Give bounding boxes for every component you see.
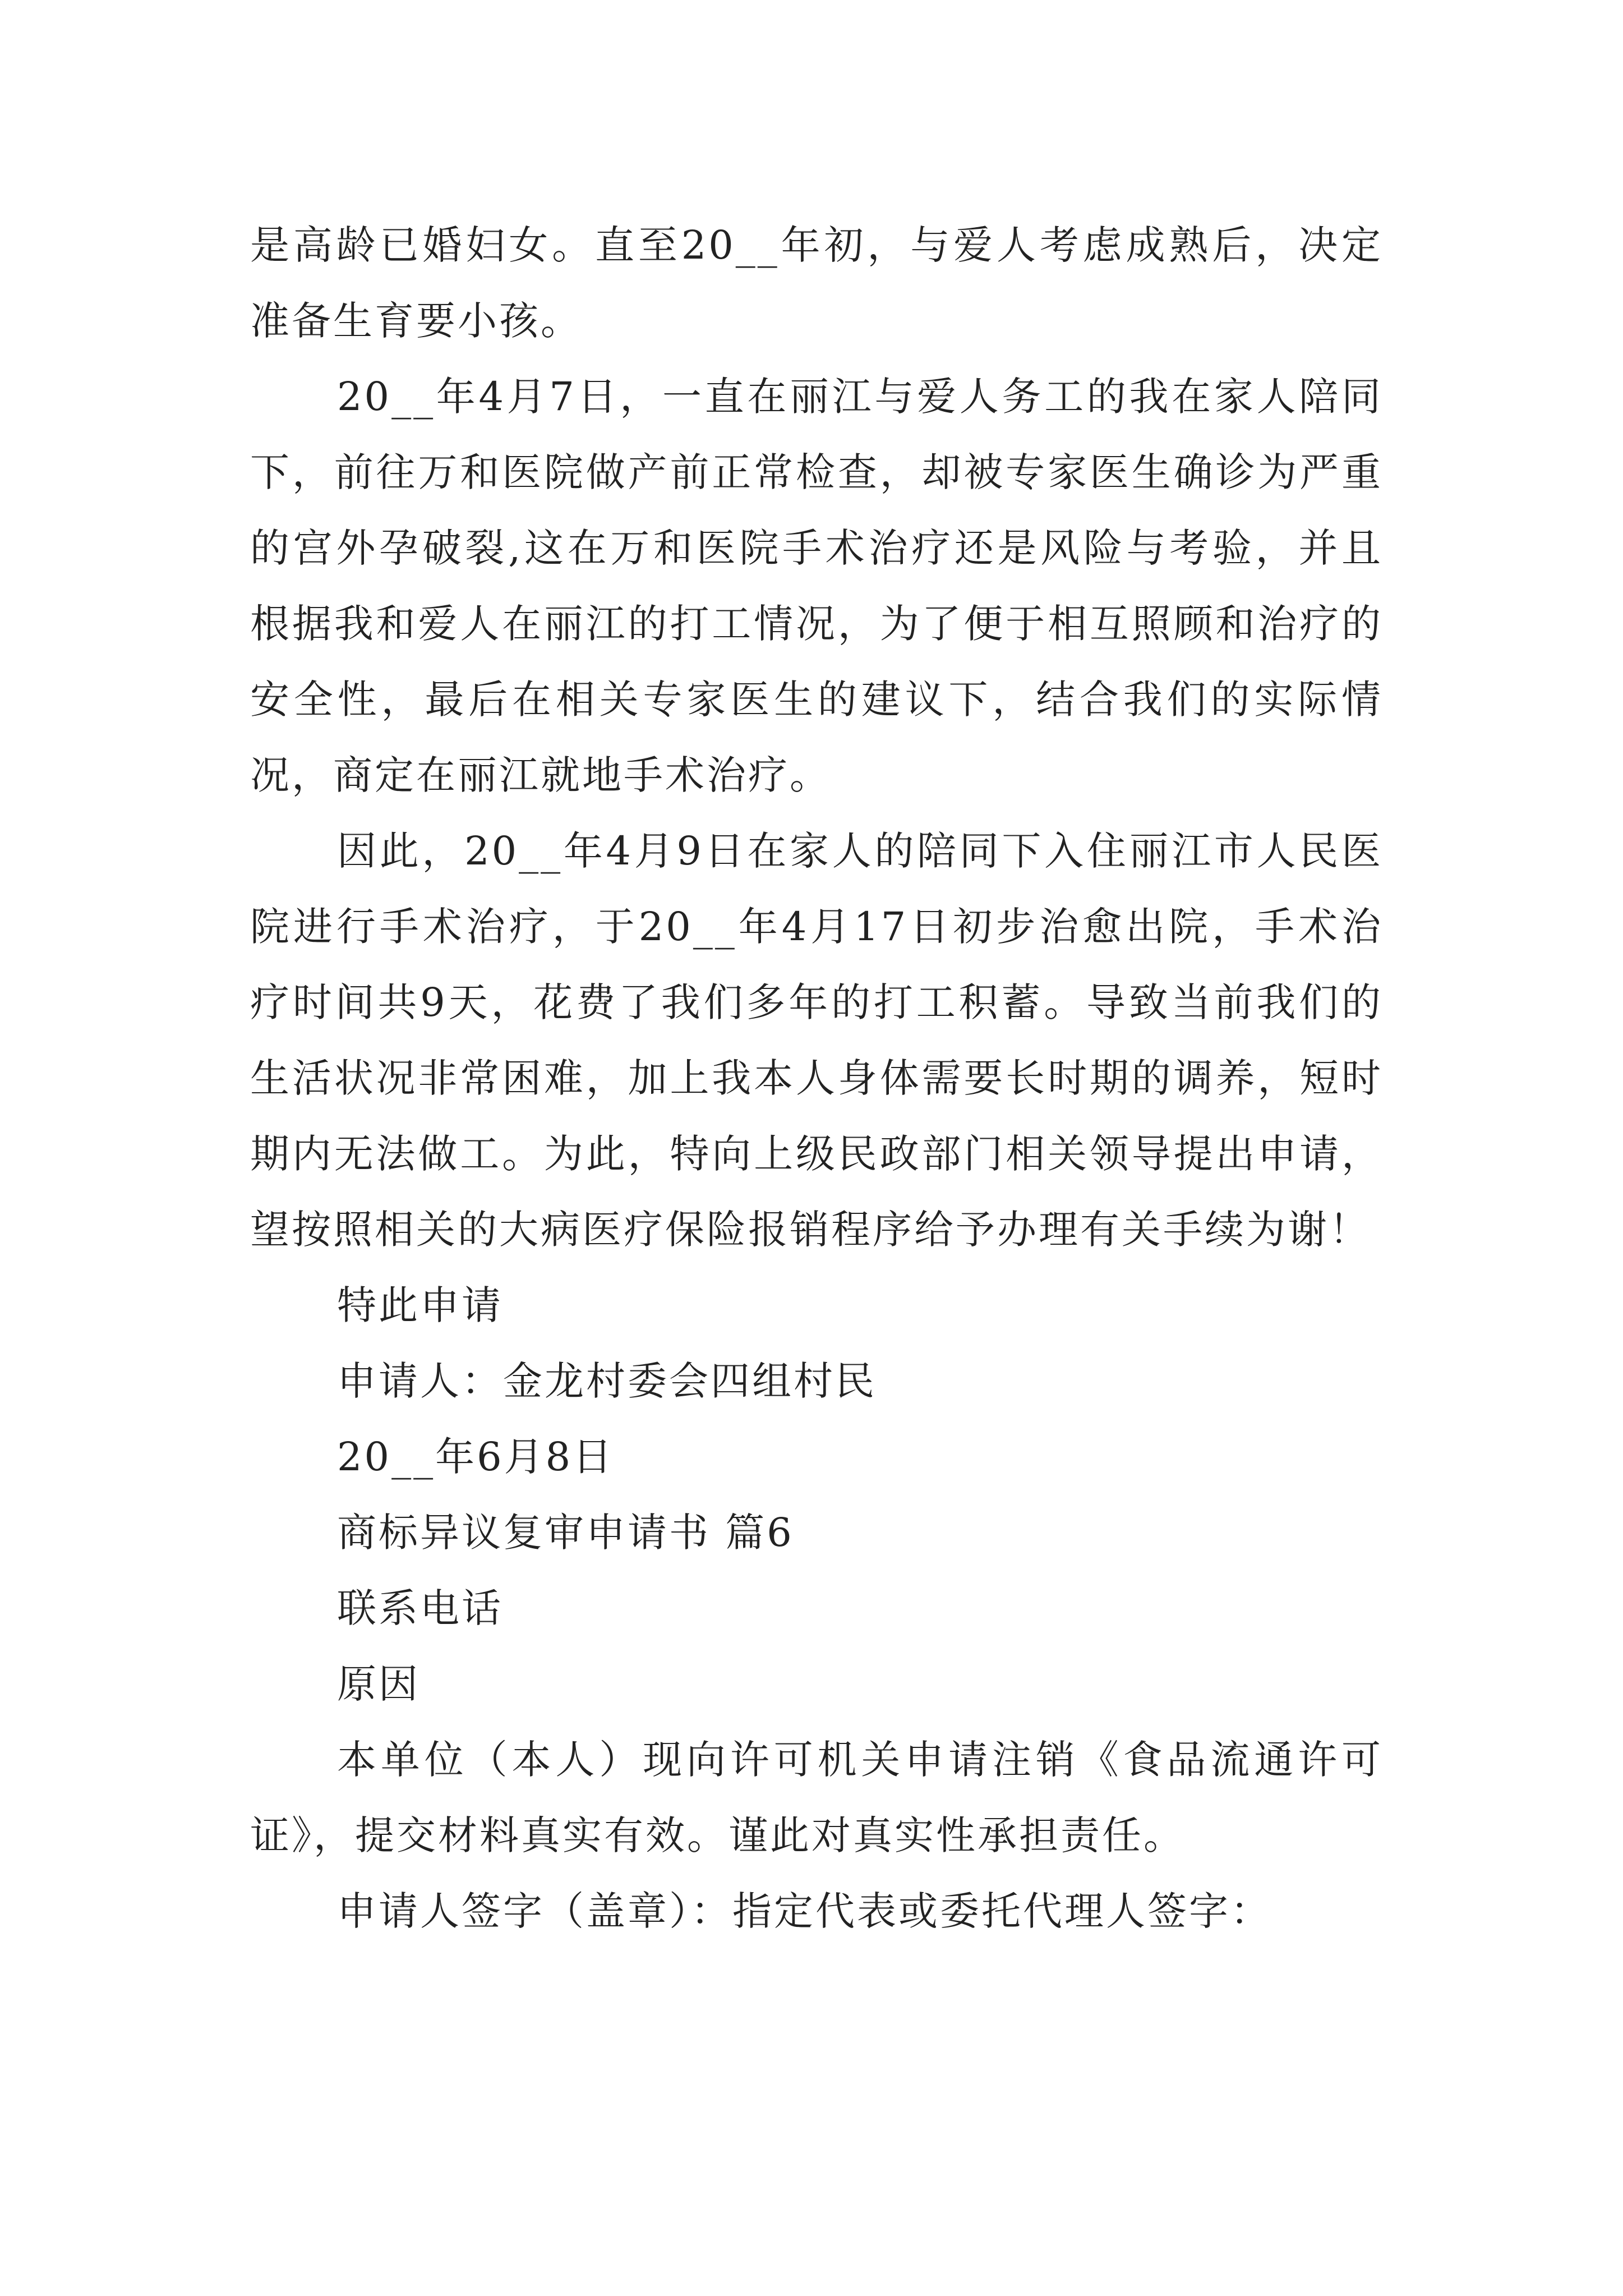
paragraph-cancellation: 本单位（本人）现向许可机关申请注销《食品流通许可证》，提交材料真实有效。谨此对真实性承担责任。 — [250, 1737, 1383, 1858]
paragraph-treatment-request: 因此，20__年4月9日在家人的陪同下入住丽江市人民医院进行手术治疗，于20__年4月17日初步治愈出院，手术治疗时间共9天，花费了我们多年的打工积蓄。导致当前我们的生活状况非常困难，加上我本人身体需要长时期的调养，短时期内无法做工。为此，特向上级民政部门相关领导提出申请，望按照相关的大病医疗保险报销程序给予办理有关手续为谢！ — [250, 828, 1383, 1253]
signature-line: 申请人签字（盖章）：指定代表或委托代理人签字： — [337, 1888, 1272, 1934]
paragraph-continuation: 是高龄已婚妇女。直至20__年初，与爱人考虑成熟后，决定准备生育要小孩。 — [250, 222, 1383, 344]
phone-label: 联系电话 — [337, 1585, 503, 1631]
date-line: 20__年6月8日 — [337, 1434, 615, 1480]
section-heading: 商标异议复审申请书 篇6 — [337, 1510, 794, 1556]
document-body — [250, 208, 1383, 1949]
closing-phrase: 特此申请 — [337, 1282, 503, 1328]
reason-label: 原因 — [337, 1661, 420, 1707]
paragraph-hospital-visit: 20__年4月7日，一直在丽江与爱人务工的我在家人陪同下，前往万和医院做产前正常检查，却被专家医生确诊为严重的宫外孕破裂,这在万和医院手术治疗还是风险与考验，并且根据我和爱人在丽江的打工情况，为了便于相互照顾和治疗的安全性，最后在相关专家医生的建议下，结合我们的实际情况，商定在丽江就地手术治疗。 — [250, 374, 1383, 798]
applicant-line: 申请人：金龙村委会四组村民 — [337, 1358, 877, 1404]
